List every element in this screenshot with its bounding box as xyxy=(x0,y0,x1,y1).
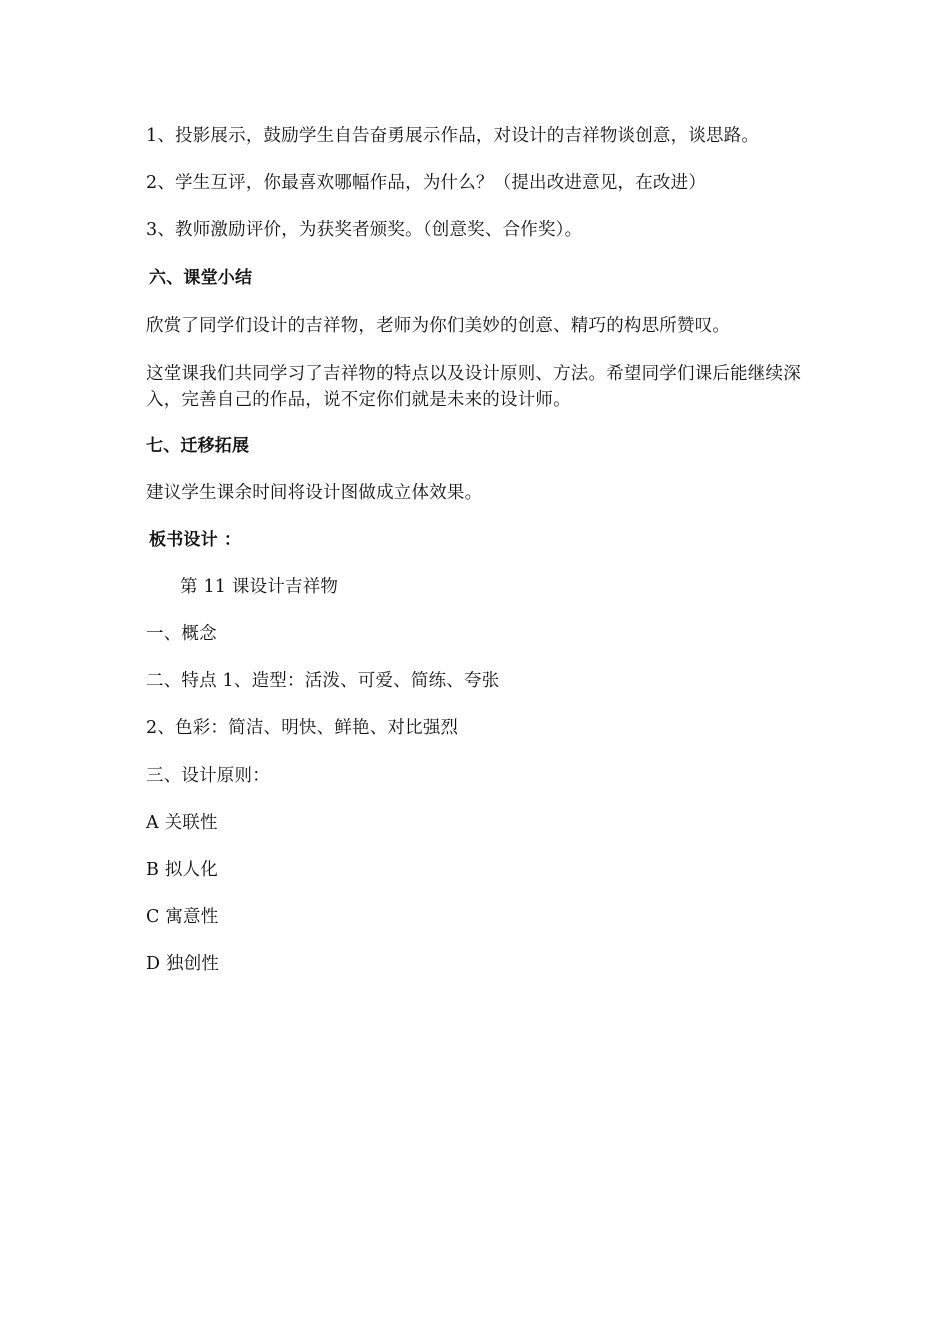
section6-heading: 六、课堂小结 xyxy=(149,268,253,288)
board-item-principles: 三、设计原则： xyxy=(146,766,270,786)
section6-para1: 欣赏了同学们设计的吉祥物，老师为你们美妙的创意、精巧的构思所赞叹。 xyxy=(146,316,731,336)
board-item-features-shape: 二、特点 1、造型：活泼、可爱、简练、夸张 xyxy=(146,671,500,691)
board-item-a: A 关联性 xyxy=(146,813,218,833)
board-item-features-color: 2、色彩：简洁、明快、鲜艳、对比强烈 xyxy=(146,718,459,738)
activity-1: 1、投影展示，鼓励学生自告奋勇展示作品，对设计的吉祥物谈创意，谈思路。 xyxy=(146,126,760,146)
board-item-c: C 寓意性 xyxy=(146,907,219,927)
section6-para2: 这堂课我们共同学习了吉祥物的特点以及设计原则、方法。希望同学们课后能继续深入，完善自己的作品，说不定你们就是未来的设计师。 xyxy=(146,364,801,410)
activity-3: 3、教师激励评价，为获奖者颁奖。（创意奖、合作奖）。 xyxy=(146,220,583,240)
board-title: 第 11 课设计吉祥物 xyxy=(180,577,339,597)
activity-2: 2、学生互评，你最喜欢哪幅作品，为什么？（提出改进意见，在改进） xyxy=(146,173,707,193)
section7-para: 建议学生课余时间将设计图做成立体效果。 xyxy=(146,483,483,503)
board-item-b: B 拟人化 xyxy=(146,860,218,880)
board-heading: 板书设计 ： xyxy=(149,530,242,550)
section7-heading: 七、迁移拓展 xyxy=(146,436,250,456)
board-item-d: D 独创性 xyxy=(146,954,220,974)
board-item-concept: 一、概念 xyxy=(146,624,217,644)
